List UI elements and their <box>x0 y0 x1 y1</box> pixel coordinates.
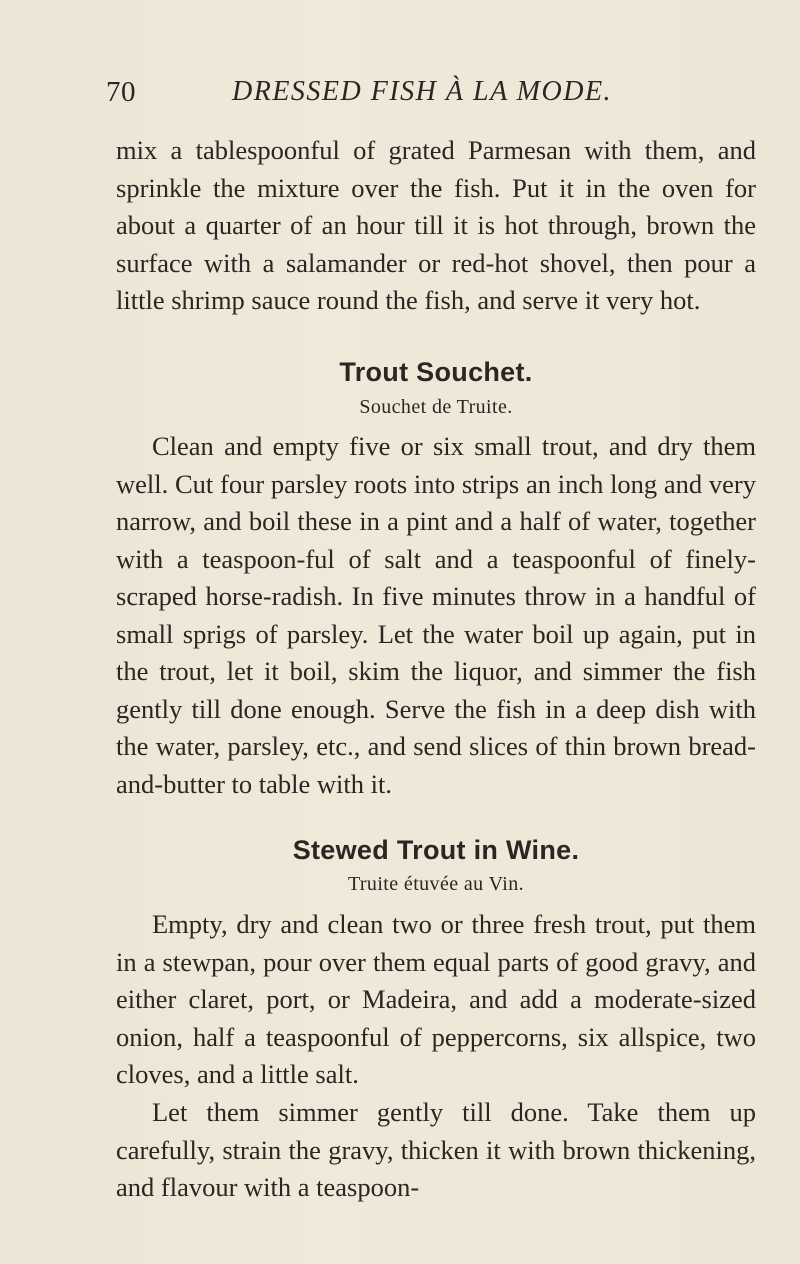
running-title: DRESSED FISH À LA MODE. <box>232 76 613 107</box>
page-number: 70 <box>106 76 136 108</box>
recipe-paragraph-stewed-trout-2: Let them simmer gently till done. Take them up carefully, strain the gravy, thicken it with brown thickening, and flavour with a teaspoon- <box>116 1097 756 1202</box>
recipe-paragraph-trout-souchet: Clean and empty five or six small trout, and dry them well. Cut four parsley roots into strips an inch long and very narrow, and boil these in a pint and a half of water, together with a teaspoon-ful of salt and a teaspoonful of finely-scraped horse-radish. In five minutes throw in a handful of small sprigs of parsley. Let the water boil up again, put in the trout, let it boil, skim the liquor, and simmer the fish gently till done enough. Serve the fish in a deep dish with the water, parsley, etc., and send slices of thin brown bread-and-butter to table with it. <box>116 431 756 799</box>
recipe-paragraph-stewed-trout-1: Empty, dry and clean two or three fresh trout, put them in a stewpan, pour over them equal parts of good gravy, and either claret, port, or Madeira, and add a moderate-sized onion, half a teaspoonful of peppercorns, six allspice, two cloves, and a little salt. <box>116 909 756 1089</box>
running-head <box>106 76 726 116</box>
recipe-subtitle-trout-souchet: Souchet de Truite. <box>359 396 513 418</box>
continuation-paragraph: mix a tablespoonful of grated Parmesan with them, and sprinkle the mixture over the fish. Put it in the oven for about a quarter of an hour till it is hot through, brown the surface with a salamander or red-hot shovel, then pour a little shrimp sauce round the fish, and serve it very hot. <box>116 135 756 315</box>
recipe-subtitle-stewed-trout: Truite étuvée au Vin. <box>347 873 525 895</box>
recipe-title-trout-souchet: Trout Souchet. <box>339 357 533 387</box>
recipe-title-stewed-trout: Stewed Trout in Wine. <box>292 835 580 865</box>
